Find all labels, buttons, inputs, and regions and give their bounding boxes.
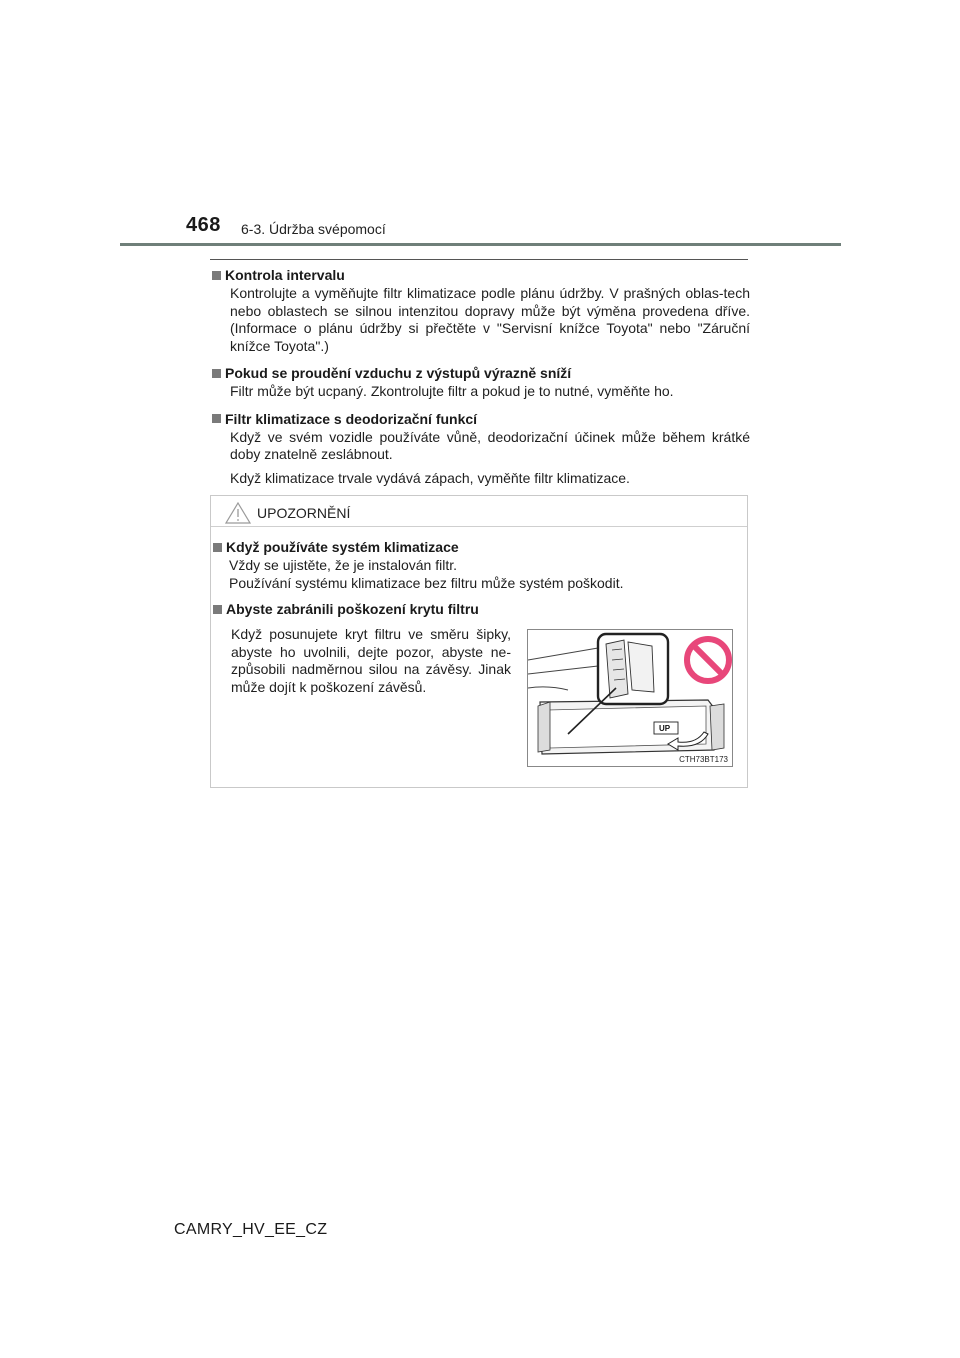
topic-check-interval bbox=[210, 266, 750, 355]
filter-cover-illustration bbox=[527, 629, 733, 767]
topic-title: Abyste zabránili poškození krytu filtru bbox=[226, 601, 479, 617]
warning-line: Používání systému klimatizace bez filtru může systém poškodit. bbox=[229, 574, 624, 591]
topic-paragraph: Když ve svém vozidle používáte vůně, deodorizační účinek může během krátké doby znatelně zeslábnout. bbox=[230, 428, 750, 462]
topic-paragraph: Kontrolujte a vyměňujte filtr klimatizace podle plánu údržby. V prašných oblas-tech nebo oblastech se silnou intenzitou dopravy může být výměna provedena dříve. (Informace o plánu údržby si přečtěte v "Servisní knížce Toyota" nebo "Záruční knížce Toyota".) bbox=[230, 285, 750, 354]
warning-box bbox=[210, 495, 748, 788]
filter-cover-drawing bbox=[528, 630, 732, 766]
page-number: 468 bbox=[186, 214, 221, 236]
up-label: UP bbox=[659, 724, 671, 733]
warning-topic-ac-use bbox=[211, 538, 747, 598]
square-bullet-icon bbox=[213, 605, 222, 614]
warning-topic-cover-damage bbox=[211, 600, 747, 618]
topic-paragraph: Filtr může být ucpaný. Zkontrolujte filtr a pokud je to nutné, vyměňte ho. bbox=[230, 383, 674, 399]
square-bullet-icon bbox=[212, 414, 221, 423]
warning-line: Vždy se ujistěte, že je instalován filtr. bbox=[229, 557, 457, 573]
warning-triangle-icon bbox=[225, 502, 251, 524]
topic-reduced-airflow bbox=[210, 364, 750, 401]
square-bullet-icon bbox=[212, 271, 221, 280]
square-bullet-icon bbox=[213, 543, 222, 552]
topic-paragraph: Když klimatizace trvale vydává zápach, vyměňte filtr klimatizace. bbox=[230, 469, 630, 486]
topic-title: Filtr klimatizace s deodorizační funkcí bbox=[225, 410, 478, 427]
content-top-rule bbox=[210, 259, 748, 260]
topic-deodorizing-filter bbox=[210, 410, 750, 488]
figure-code: CTH73BT173 bbox=[679, 755, 728, 764]
header-rule bbox=[120, 243, 841, 246]
warning-header bbox=[211, 496, 747, 527]
square-bullet-icon bbox=[212, 369, 221, 378]
topic-title: Pokud se proudění vzduchu z výstupů výrazně sníží bbox=[225, 365, 572, 381]
topic-title: Kontrola intervalu bbox=[225, 267, 345, 283]
topic-title: Když používáte systém klimatizace bbox=[226, 539, 459, 555]
section-title: 6-3. Údržba svépomocí bbox=[241, 221, 386, 237]
main-content bbox=[210, 266, 750, 496]
warning-text: Když posunujete kryt filtru ve směru šipky, abyste ho uvolnili, dejte pozor, abyste ne-způsobili nadměrnou silou na závěsy. Jinak může dojít k poškození závěsů. bbox=[231, 626, 511, 695]
document-code: CAMRY_HV_EE_CZ bbox=[174, 1221, 328, 1238]
warning-title: UPOZORNĚNÍ bbox=[257, 505, 351, 521]
